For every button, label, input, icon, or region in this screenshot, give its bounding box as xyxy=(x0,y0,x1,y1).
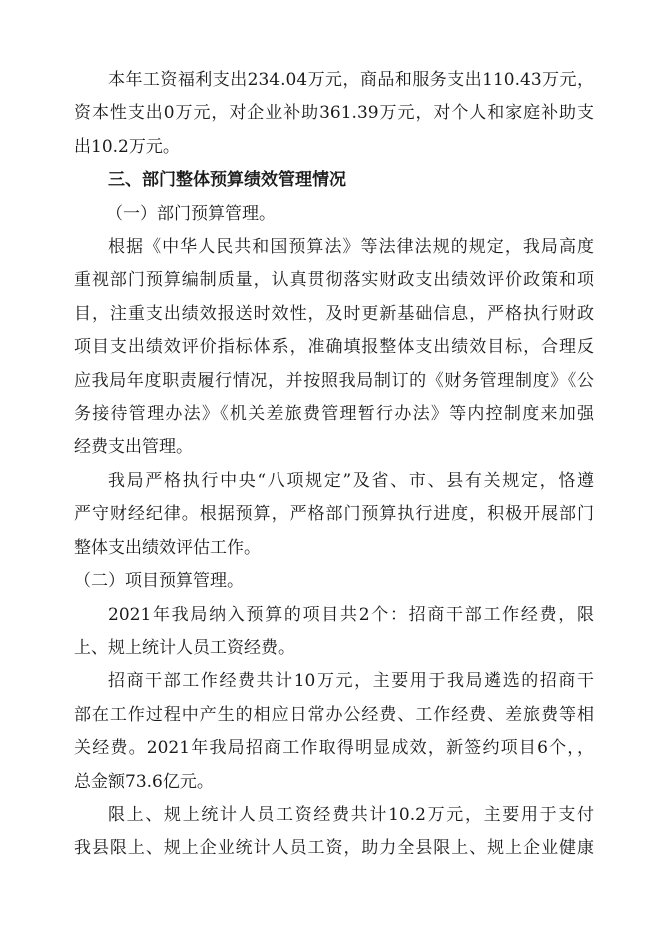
paragraph-investment-funding xyxy=(74,665,594,799)
text-line: 招商干部工作经费共计10万元，主要用于我局遴选的招商干 xyxy=(108,671,594,692)
text-line: 经费支出管理。 xyxy=(74,437,193,458)
text-line: 出10.2万元。 xyxy=(74,136,180,157)
subheading-project-budget: （二）项目预算管理。 xyxy=(74,571,244,592)
text-line: 务接待管理办法》《机关差旅费管理暂行办法》等内控制度来加强 xyxy=(74,404,594,425)
text-line: 目，注重支出绩效报送时效性，及时更新基础信息，严格执行财政 xyxy=(74,303,594,324)
text-line: 部在工作过程中产生的相应日常办公经费、工作经费、差旅费等相 xyxy=(74,704,594,725)
text-line: 重视部门预算编制质量，认真贯彻落实财政支出绩效评价政策和项 xyxy=(74,270,594,291)
paragraph-statistics-staff xyxy=(74,799,594,866)
text-line: 项目支出绩效评价指标体系，准确填报整体支出绩效目标，合理反 xyxy=(74,337,594,358)
text-line: 严守财经纪律。根据预算，严格部门预算执行进度，积极开展部门 xyxy=(74,504,594,525)
section-heading-3: 三、部门整体预算绩效管理情况 xyxy=(108,170,346,191)
text-line: 整体支出绩效评估工作。 xyxy=(74,537,261,558)
subheading-department-budget: （一）部门预算管理。 xyxy=(106,203,276,224)
text-line: 我局严格执行中央“八项规定”及省、市、县有关规定，恪遵 xyxy=(108,470,594,491)
paragraph-eight-rules xyxy=(74,465,594,565)
text-line: 资本性支出0万元，对企业补助361.39万元，对个人和家庭补助支 xyxy=(74,103,594,124)
text-line: 上、规上统计人员工资经费。 xyxy=(74,637,295,658)
text-line: 关经费。2021年我局招商工作取得明显成效，新签约项目6个，， xyxy=(74,738,594,759)
text-line: 本年工资福利支出234.04万元，商品和服务支出110.43万元， xyxy=(108,70,594,90)
text-line: 限上、规上统计人员工资经费共计10.2万元，主要用于支付 xyxy=(108,804,594,825)
paragraph-expenditure-summary xyxy=(74,64,594,164)
text-line: 2021年我局纳入预算的项目共2个：招商干部工作经费，限 xyxy=(108,604,594,625)
text-line: 我县限上、规上企业统计人员工资，助力全县限上、规上企业健康 xyxy=(74,838,594,859)
text-line: 应我局年度职责履行情况，并按照我局制订的《财务管理制度》《公 xyxy=(74,370,594,391)
text-line: 总金额73.6亿元。 xyxy=(74,771,214,792)
text-line: 根据《中华人民共和国预算法》等法律法规的规定，我局高度 xyxy=(108,237,594,258)
document-page xyxy=(74,64,594,866)
paragraph-projects xyxy=(74,599,594,666)
paragraph-budget-law xyxy=(74,231,594,465)
